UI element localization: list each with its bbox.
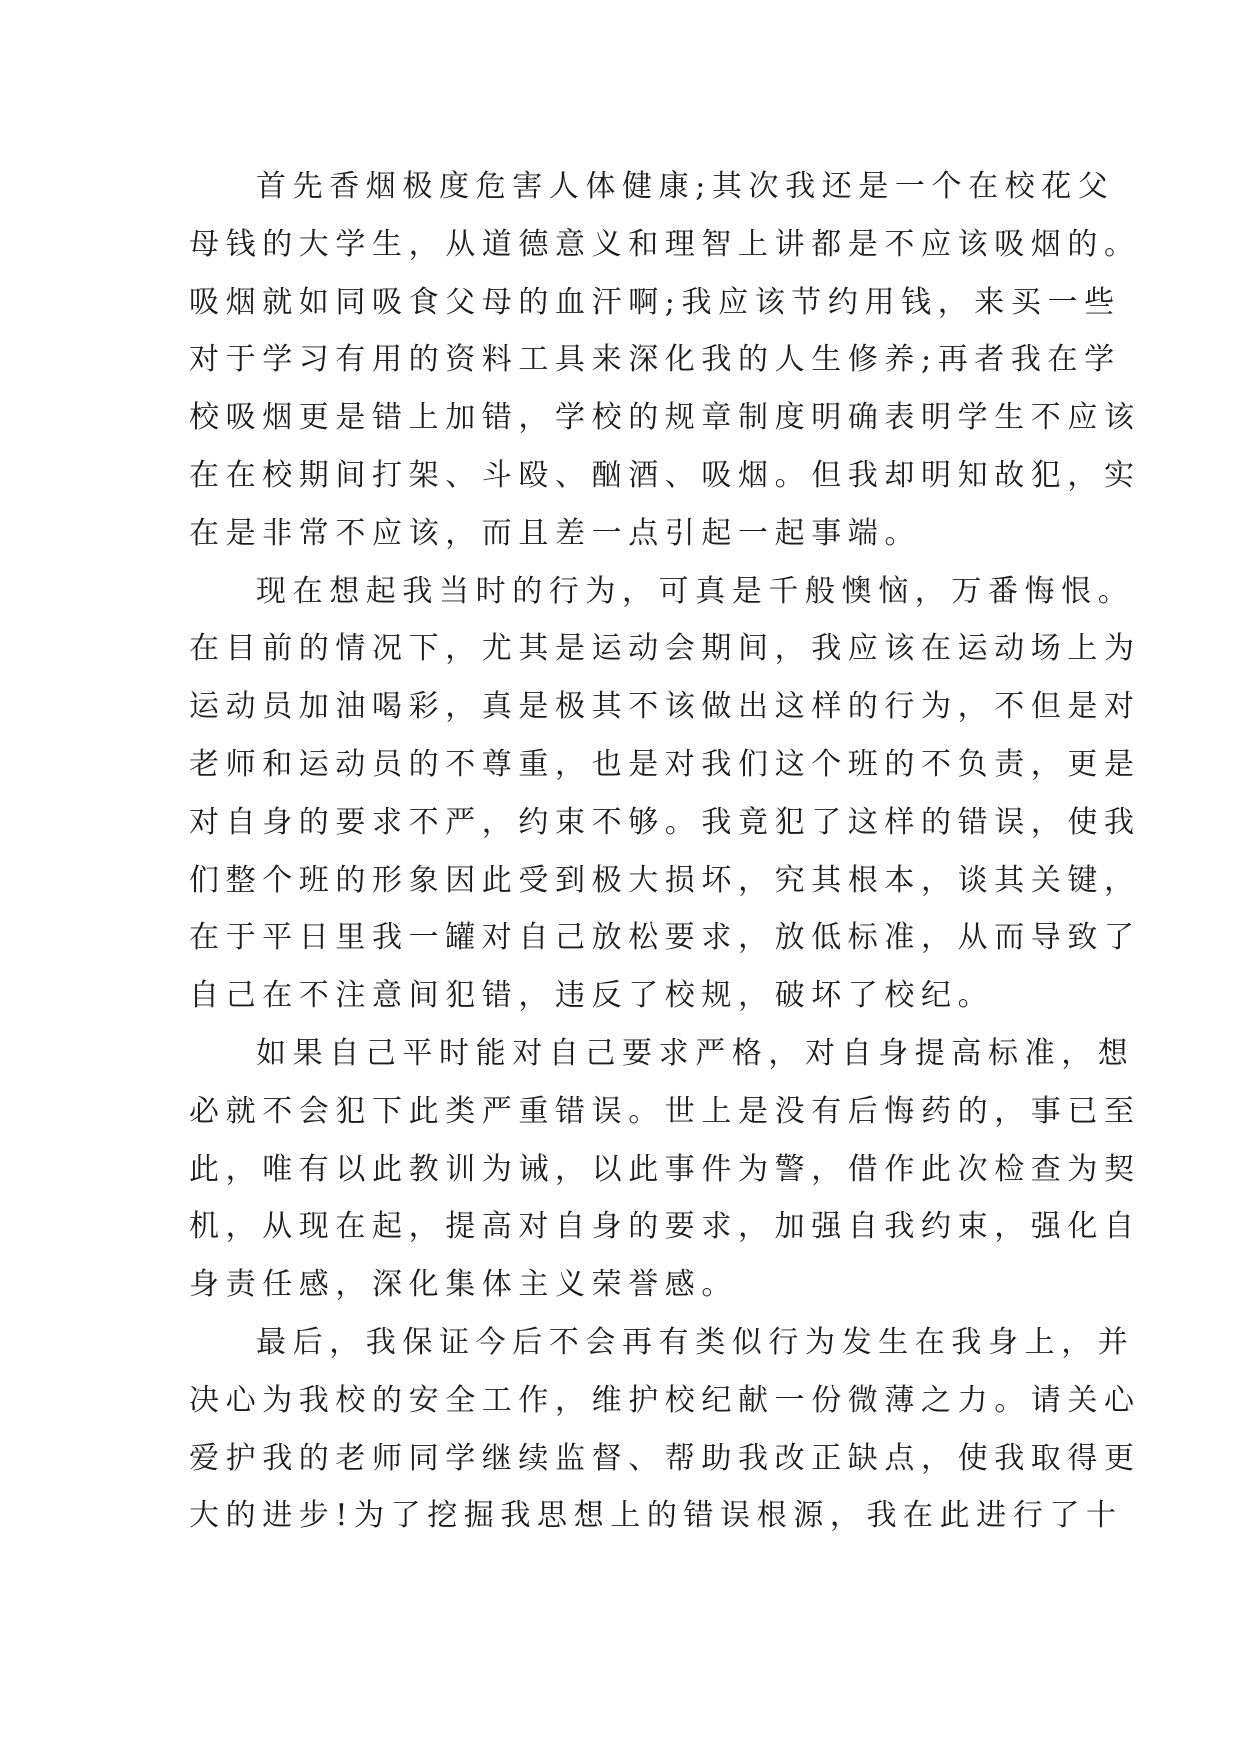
paragraph-3-line-4: 机，从现在起，提高对自身的要求，加强自我约束，强化自 — [189, 1209, 1141, 1245]
paragraph-3-line-5: 身责任感，深化集体主义荣誉感。 — [189, 1267, 738, 1303]
paragraph-4-line-2: 决心为我校的安全工作，维护校纪献一份微薄之力。请关心 — [189, 1382, 1141, 1418]
paragraph-1-line-7: 在是非常不应该，而且差一点引起一起事端。 — [189, 515, 921, 551]
paragraph-4-line-1: 最后，我保证今后不会再有类似行为发生在我身上，并 — [256, 1324, 1135, 1360]
paragraph-2-line-6: 们整个班的形象因此受到极大损坏，究其根本，谈其关键， — [189, 862, 1141, 898]
paragraph-3-line-3: 此，唯有以此教训为诫，以此事件为警，借作此次检查为契 — [189, 1151, 1141, 1187]
paragraph-2-line-3: 运动员加油喝彩，真是极其不该做出这样的行为，不但是对 — [189, 689, 1141, 725]
paragraph-3-line-1: 如果自己平时能对自己要求严格，对自身提高标准，想 — [256, 1035, 1135, 1071]
paragraph-2-line-2: 在目前的情况下，尤其是运动会期间，我应该在运动场上为 — [189, 631, 1141, 667]
paragraph-1-line-6: 在在校期间打架、斗殴、酗酒、吸烟。但我却明知故犯，实 — [189, 457, 1141, 493]
paragraph-1-line-5: 校吸烟更是错上加错，学校的规章制度明确表明学生不应该 — [189, 400, 1141, 436]
paragraph-1-line-2: 母钱的大学生，从道德意义和理智上讲都是不应该吸烟的。 — [189, 226, 1141, 262]
paragraph-2-line-5: 对自身的要求不严，约束不够。我竟犯了这样的错误，使我 — [189, 804, 1141, 840]
paragraph-2-line-1: 现在想起我当时的行为，可真是千般懊恼，万番悔恨。 — [256, 573, 1135, 609]
paragraph-2-line-7: 在于平日里我一罐对自己放松要求，放低标准，从而导致了 — [189, 920, 1141, 956]
paragraph-3-line-2: 必就不会犯下此类严重错误。世上是没有后悔药的，事已至 — [189, 1093, 1141, 1129]
paragraph-1-line-3: 吸烟就如同吸食父母的血汗啊;我应该节约用钱，来买一些 — [189, 284, 1121, 320]
paragraph-4-line-3: 爱护我的老师同学继续监督、帮助我改正缺点，使我取得更 — [189, 1440, 1141, 1476]
paragraph-2-line-8: 自己在不注意间犯错，违反了校规，破坏了校纪。 — [189, 978, 995, 1014]
paragraph-4-line-4: 大的进步!为了挖掘我思想上的错误根源，我在此进行了十 — [189, 1498, 1123, 1534]
paragraph-1-line-1: 首先香烟极度危害人体健康;其次我还是一个在校花父 — [256, 169, 1115, 204]
document-body — [189, 158, 1141, 1545]
paragraph-1-line-4: 对于学习有用的资料工具来深化我的人生修养;再者我在学 — [189, 342, 1121, 378]
paragraph-2-line-4: 老师和运动员的不尊重，也是对我们这个班的不负责，更是 — [189, 746, 1141, 782]
